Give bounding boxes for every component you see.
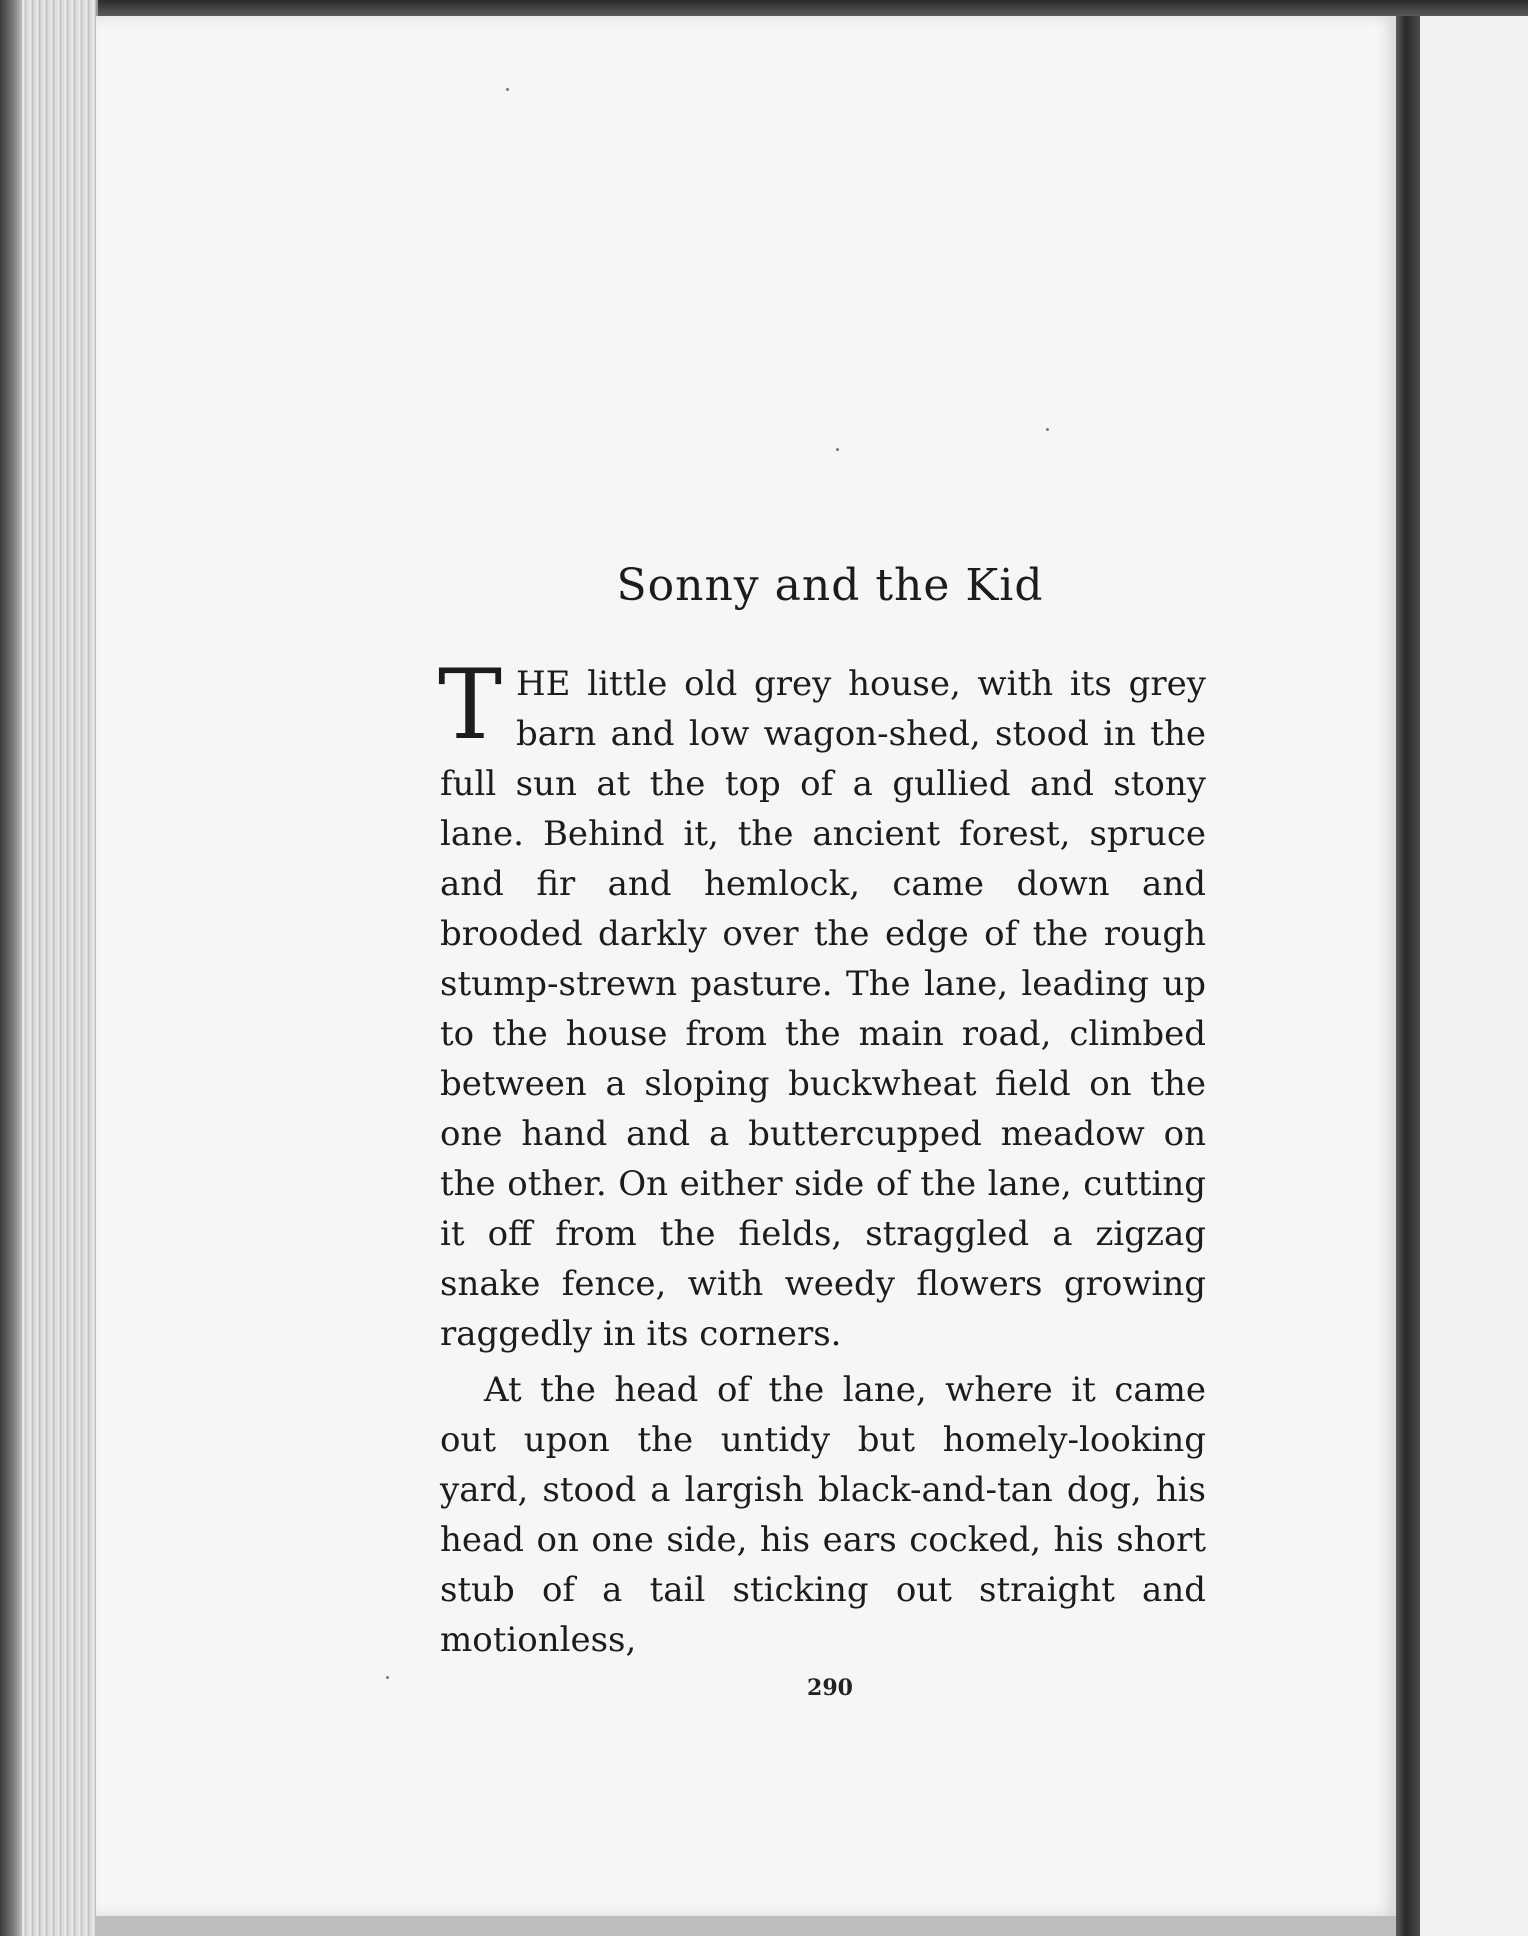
paragraph-1-text: HE little old grey house, with its grey barn and low wagon-shed, stood in the full sun at the top of a gullied and stony lane. Behind it, the ancient forest, spruce and fir and hemlock, came down and brooded darkly over the edge of the rough stump-strewn pasture. The lane, leading up to the house from the main road, climbed between a sloping buckwheat field on the one hand and a buttercupped meadow on the other. On either side of the lane, cutting it off from the fields, straggled a zigzag snake fence, with weedy flowers growing raggedly in its corners. <box>440 664 1206 1354</box>
scanner-bottom-edge <box>96 1916 1396 1936</box>
drop-cap: T <box>438 649 503 761</box>
scanner-top-edge <box>0 0 1528 16</box>
paper-speck <box>836 448 839 451</box>
paragraph-2: At the head of the lane, where it came out upon the untidy but homely-looking yard, stood a largish black-and-tan dog, his head on one side, his ears cocked, his short stub of a tail sticking out straight and motionless, <box>440 1370 1206 1660</box>
page-number: 290 <box>807 1675 853 1701</box>
paragraph-1 <box>438 649 1206 1359</box>
facing-page-edge <box>1420 16 1528 1936</box>
chapter-title: Sonny and the Kid <box>616 560 1044 611</box>
book-gutter <box>1396 16 1420 1936</box>
paper-speck <box>1046 428 1049 431</box>
book-page-edges <box>0 0 98 1936</box>
page-text-block <box>440 560 1206 1701</box>
paper-speck <box>506 88 509 91</box>
paper-speck <box>386 1676 389 1679</box>
